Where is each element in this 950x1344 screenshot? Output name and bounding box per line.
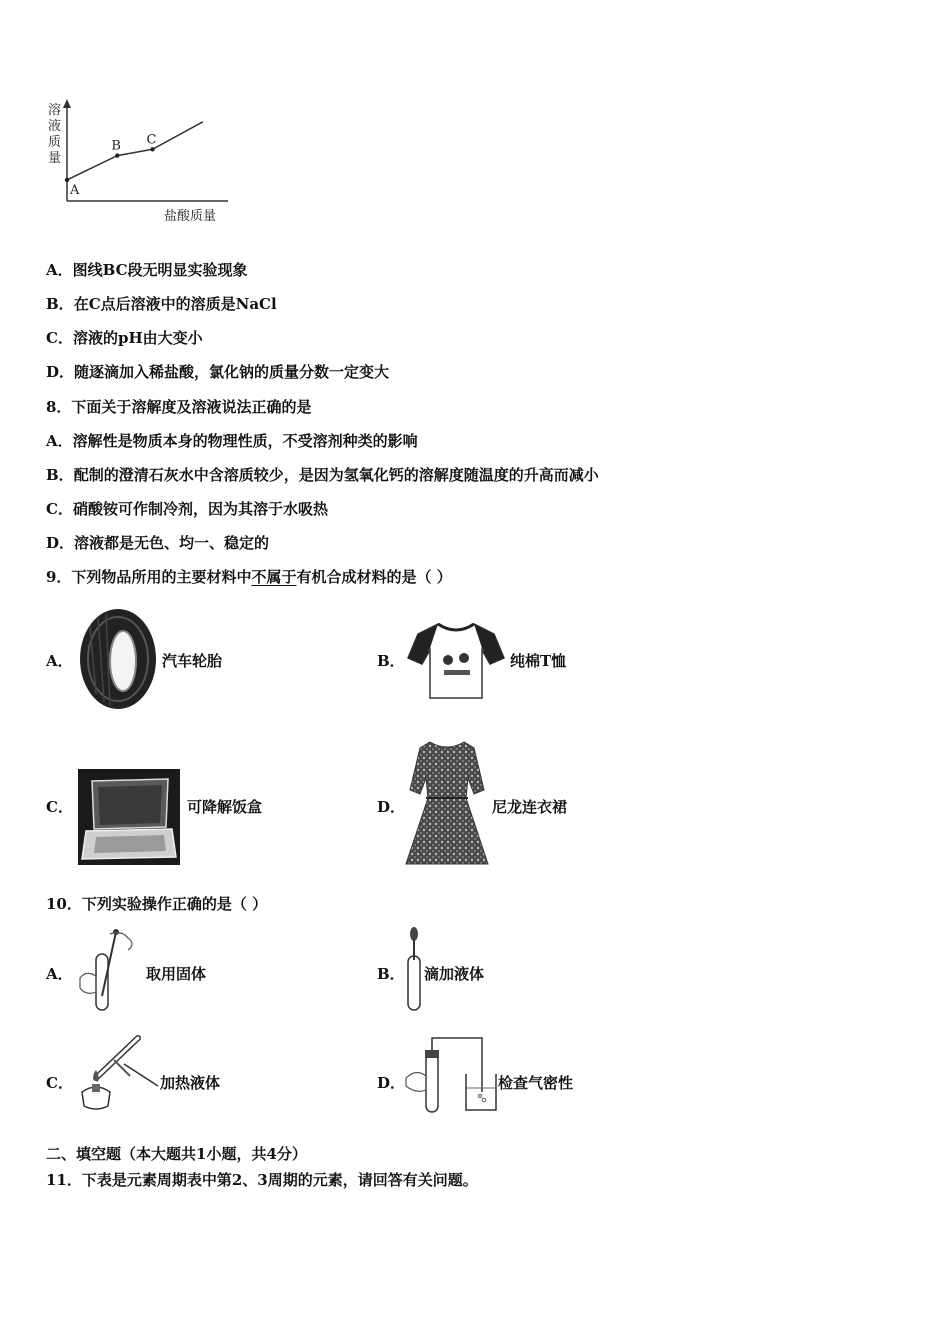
- q9-option-d-letter: D．: [377, 798, 406, 816]
- q8-option-a: [46, 431, 418, 451]
- q9-option-c-label: 可降解饭盒: [187, 798, 263, 816]
- point-a: [65, 178, 69, 182]
- q10-stem: 10．下列实验操作正确的是（ ）: [46, 895, 268, 913]
- q9-option-c-letter: C．: [46, 798, 73, 816]
- q8-option-d: [46, 533, 269, 553]
- tire-icon: [76, 606, 160, 712]
- y-axis-arrow: [63, 99, 71, 108]
- svg-text:量: 量: [48, 151, 62, 166]
- option-letter: A．: [46, 432, 73, 450]
- q10-option-a-label: 取用固体: [146, 965, 207, 983]
- q11-stem: 11．下表是元素周期表中第2、3周期的元素，请回答有关问题。: [46, 1171, 478, 1189]
- tshirt-icon: [406, 618, 506, 708]
- q9-stem: [46, 567, 452, 587]
- heating-liquid-icon: [74, 1034, 162, 1112]
- q9-option-a-label: 汽车轮胎: [162, 652, 223, 670]
- x-axis-label: 盐酸质量: [164, 209, 217, 224]
- svg-text:质: 质: [48, 135, 62, 150]
- q7-option-b: [46, 294, 277, 314]
- q9-stem-underlined: 不属于: [251, 568, 297, 586]
- q7-option-c: [46, 328, 203, 348]
- q9-option-b-letter: B．: [377, 652, 405, 670]
- point-b: [115, 153, 119, 157]
- point-label-c: C: [146, 132, 157, 148]
- option-text: 随逐滴加入稀盐酸，氯化钠的质量分数一定变大: [74, 363, 390, 381]
- dropper-icon: [402, 926, 426, 1012]
- airtightness-icon: [402, 1034, 498, 1114]
- q8-option-b: [46, 465, 599, 485]
- option-text: 溶液都是无色、均一、稳定的: [74, 534, 270, 552]
- q9-option-d-label: 尼龙连衣裙: [492, 798, 568, 816]
- option-letter: B．: [46, 466, 74, 484]
- option-text: 图线BC段无明显实验现象: [72, 261, 248, 279]
- q10-option-b-label: 滴加液体: [424, 965, 485, 983]
- q10-option-d-letter: D．: [377, 1074, 406, 1092]
- q9-stem-suffix: 有机合成材料的是（ ）: [296, 568, 452, 586]
- point-label-b: B: [111, 138, 121, 154]
- option-text: 在C点后溶液中的溶质是NaCl: [73, 295, 277, 313]
- q9-stem-prefix: 9．下列物品所用的主要材料中: [46, 568, 252, 586]
- option-letter: A．: [46, 261, 73, 279]
- option-letter: C．: [46, 500, 73, 518]
- q7-option-a: [46, 260, 248, 280]
- q8-stem: 8．下面关于溶解度及溶液说法正确的是: [46, 398, 312, 416]
- lunchbox-icon: [78, 769, 180, 865]
- q10-option-b-letter: B．: [377, 965, 405, 983]
- option-letter: B．: [46, 295, 74, 313]
- option-letter: D．: [46, 534, 75, 552]
- dress-icon: [404, 738, 490, 868]
- option-text: 溶液的pH由大变小: [72, 329, 203, 347]
- q10-option-c-label: 加热液体: [160, 1074, 221, 1092]
- q7-option-d: [46, 362, 389, 382]
- option-text: 硝酸铵可作制冷剂，因为其溶于水吸热: [72, 500, 328, 518]
- series-line: [67, 122, 203, 180]
- y-axis-label: [48, 102, 61, 166]
- svg-text:液: 液: [48, 119, 62, 134]
- point-label-a: A: [70, 182, 80, 198]
- svg-text:溶: 溶: [48, 103, 62, 118]
- section-2-heading: 二、填空题（本大题共1小题，共4分）: [46, 1145, 307, 1163]
- option-letter: C．: [46, 329, 73, 347]
- q9-option-a-letter: A．: [46, 652, 73, 670]
- q8-option-c: [46, 499, 328, 519]
- q10-option-a-letter: A．: [46, 965, 73, 983]
- point-c: [150, 147, 154, 151]
- solid-sampling-icon: [76, 926, 142, 1012]
- q9-option-b-label: 纯棉T恤: [510, 652, 567, 670]
- option-text: 配制的澄清石灰水中含溶质较少，是因为氢氧化钙的溶解度随温度的升高而减小: [73, 466, 599, 484]
- q10-option-d-label: 检查气密性: [498, 1074, 574, 1092]
- option-letter: D．: [46, 363, 75, 381]
- solution-mass-chart: [40, 96, 240, 228]
- option-text: 溶解性是物质本身的物理性质，不受溶剂种类的影响: [72, 432, 418, 450]
- q10-option-c-letter: C．: [46, 1074, 73, 1092]
